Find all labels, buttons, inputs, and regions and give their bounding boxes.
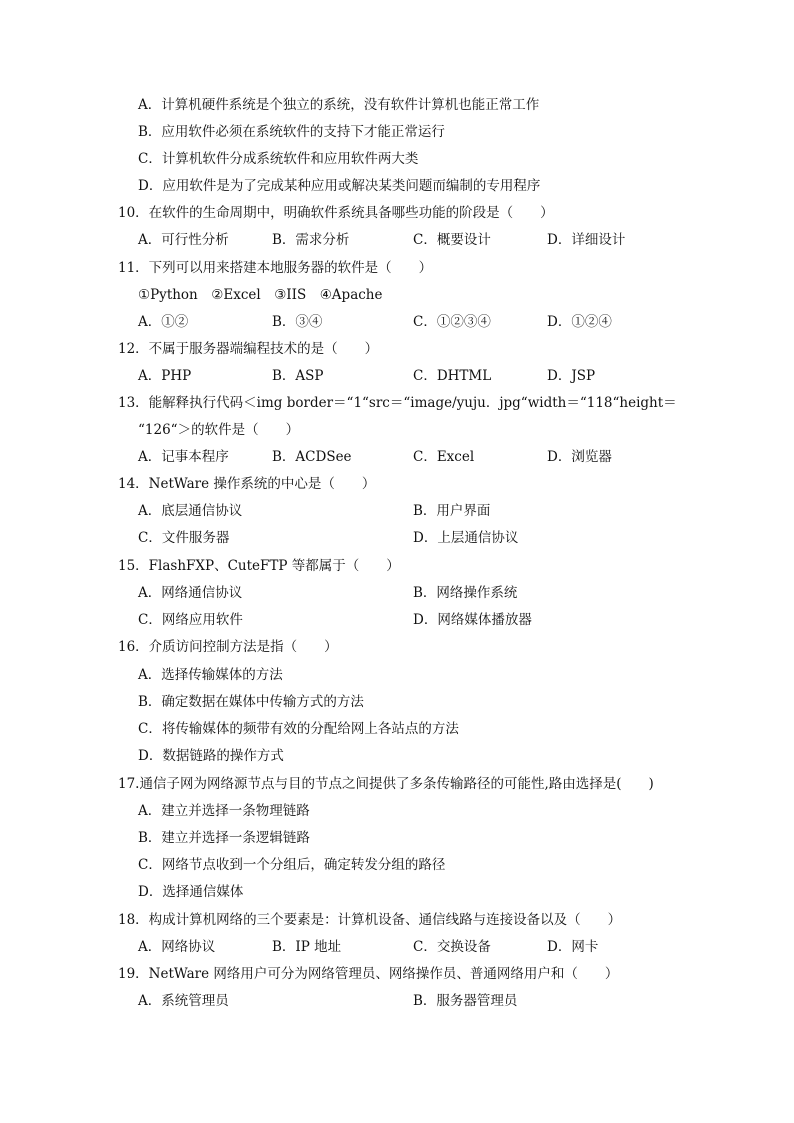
text-line: ①Python ②Excel ③IIS ④Apache bbox=[138, 287, 383, 303]
text-line: B．建立并选择一条逻辑链路 bbox=[138, 830, 310, 846]
text-line: D．选择通信媒体 bbox=[138, 884, 244, 900]
answer-option: C．概要设计 bbox=[413, 232, 491, 248]
answer-option: D．JSP bbox=[547, 368, 596, 384]
answer-option: B．ASP bbox=[272, 368, 324, 384]
question-stem: 16．介质访问控制方法是指（ ） bbox=[118, 639, 338, 655]
answer-option: D．网络媒体播放器 bbox=[413, 612, 532, 628]
question-stem: 14．NetWare 操作系统的中心是（ ） bbox=[118, 476, 376, 492]
answer-option: A．系统管理员 bbox=[138, 993, 229, 1009]
question-stem: 19．NetWare 网络用户可分为网络管理员、网络操作员、普通网络用户和（ ） bbox=[118, 966, 619, 982]
text-line: B．应用软件必须在系统软件的支持下才能正常运行 bbox=[138, 124, 445, 140]
option-row bbox=[0, 583, 794, 603]
answer-option: D．①②④ bbox=[547, 314, 612, 330]
answer-option: B．网络操作系统 bbox=[413, 585, 518, 601]
answer-option: A．网络协议 bbox=[138, 939, 216, 955]
option-row bbox=[0, 991, 794, 1011]
answer-option: C．交换设备 bbox=[413, 939, 491, 955]
answer-option: D．网卡 bbox=[547, 939, 599, 955]
answer-option: C．Excel bbox=[413, 449, 475, 465]
text-line: B．确定数据在媒体中传输方式的方法 bbox=[138, 694, 364, 710]
answer-option: D．详细设计 bbox=[547, 232, 626, 248]
option-row bbox=[0, 230, 794, 250]
question-stem: 17.通信子网为网络源节点与目的节点之间提供了多条传输路径的可能性,路由选择是( ) bbox=[118, 776, 654, 792]
question-stem: 13．能解释执行代码＜img border＝“1“src＝“image/yuju．jpg“width＝“118“height＝ bbox=[118, 395, 677, 411]
text-line: D．数据链路的操作方式 bbox=[138, 748, 284, 764]
question-stem: 18．构成计算机网络的三个要素是：计算机设备、通信线路与连接设备以及（ ） bbox=[118, 912, 622, 928]
answer-option: B．服务器管理员 bbox=[413, 993, 518, 1009]
text-line: D．应用软件是为了完成某种应用或解决某类问题而编制的专用程序 bbox=[138, 178, 541, 194]
answer-option: B．用户界面 bbox=[413, 503, 491, 519]
answer-option: A．可行性分析 bbox=[138, 232, 229, 248]
option-row bbox=[0, 528, 794, 548]
option-row bbox=[0, 937, 794, 957]
answer-option: A．记事本程序 bbox=[138, 449, 229, 465]
question-stem: 12．不属于服务器端编程技术的是（ ） bbox=[118, 341, 379, 357]
answer-option: D．浏览器 bbox=[547, 449, 612, 465]
option-row bbox=[0, 610, 794, 630]
text-line: A．选择传输媒体的方法 bbox=[138, 667, 283, 683]
text-line: C．网络节点收到一个分组后，确定转发分组的路径 bbox=[138, 857, 446, 873]
text-line: C．计算机软件分成系统软件和应用软件两大类 bbox=[138, 151, 419, 167]
answer-option: A．底层通信协议 bbox=[138, 503, 243, 519]
answer-option: B．ACDSee bbox=[272, 449, 352, 465]
answer-option: B．③④ bbox=[272, 314, 323, 330]
answer-option: A．①② bbox=[138, 314, 189, 330]
question-stem: 10．在软件的生命周期中，明确软件系统具备哪些功能的阶段是（ ） bbox=[118, 205, 554, 221]
answer-option: B．需求分析 bbox=[272, 232, 350, 248]
text-line: C．将传输媒体的频带有效的分配给网上各站点的方法 bbox=[138, 721, 459, 737]
answer-option: A．网络通信协议 bbox=[138, 585, 243, 601]
text-line: “126“＞的软件是（ ） bbox=[138, 422, 300, 438]
answer-option: B．IP 地址 bbox=[272, 939, 342, 955]
answer-option: C．DHTML bbox=[413, 368, 492, 384]
question-stem: 15．FlashFXP、CuteFTP 等都属于（ ） bbox=[118, 558, 400, 574]
option-row bbox=[0, 366, 794, 386]
answer-option: A．PHP bbox=[138, 368, 192, 384]
answer-option: C．网络应用软件 bbox=[138, 612, 243, 628]
answer-option: C．文件服务器 bbox=[138, 530, 230, 546]
question-stem: 11．下列可以用来搭建本地服务器的软件是（ ） bbox=[118, 260, 433, 276]
option-row bbox=[0, 501, 794, 521]
option-row bbox=[0, 312, 794, 332]
answer-option: D．上层通信协议 bbox=[413, 530, 519, 546]
option-row bbox=[0, 447, 794, 467]
text-line: A．计算机硬件系统是个独立的系统，没有软件计算机也能正常工作 bbox=[138, 97, 540, 113]
answer-option: C．①②③④ bbox=[413, 314, 491, 330]
text-line: A．建立并选择一条物理链路 bbox=[138, 803, 310, 819]
